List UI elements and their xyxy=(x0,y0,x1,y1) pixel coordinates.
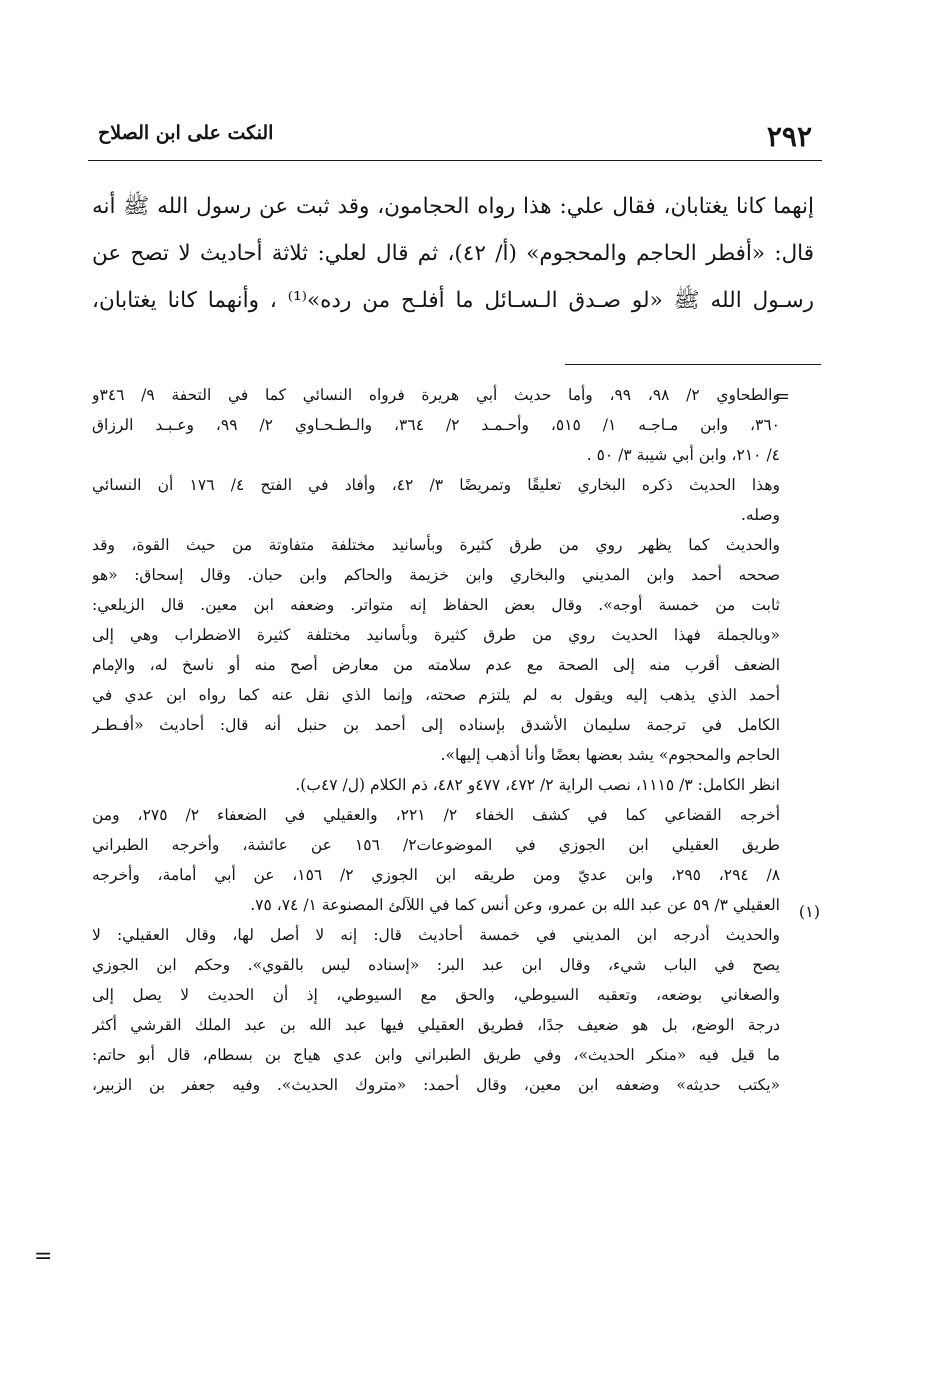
footnote-separator xyxy=(565,364,821,365)
footnote-continues-mark: = xyxy=(34,1244,53,1269)
footnote-number: (١) xyxy=(798,902,820,921)
footnote-line: العقيلي ٣/ ٥٩ عن عبد الله بن عمرو، وعن أنس كما في اللآلئ المصنوعة ١/ ٧٤، ٧٥. xyxy=(250,896,780,914)
footnote-line: والحديث كما يظهر روي من طرق كثيرة وبأسانيد مختلفة متفاوتة من حيث القوة، وقد xyxy=(92,536,780,554)
footnote-line: ما قيل فيه «منكر الحديث»، وفي طريق الطبراني وابن عدي هياج بن بسطام، قال أبو حاتم: xyxy=(92,1046,780,1064)
footnote-line: أحمد الذي يذهب إليه ويقول به لم يلتزم صحته، وإنما الذي نقل عنه كما رواه ابن عدي في xyxy=(92,686,780,704)
footnote-line: والصغاني بوضعه، وتعقبه السيوطي، والحق مع السيوطي، إذ أن الحديث لا يصل إلى xyxy=(92,986,780,1004)
main-text-line: قال: «أفطر الحاجم والمحجوم» (أ/ ٤٢)، ثم قال لعلي: ثلاثة أحاديث لا تصح عن xyxy=(92,241,815,266)
footnote-line: الضعف أقرب منه إلى الصحة مع عدم سلامته من معارض أصح منه أو ناسخ له، والإمام xyxy=(92,656,780,674)
footnote-line: أخرجه القضاعي كما في كشف الخفاء ٢/ ٢٢١، والعقيلي في الضعفاء ٢/ ٢٧٥، ومن xyxy=(92,806,780,824)
footnote-line: الحاجم والمحجوم» يشد بعضها بعضًا وأنا أذهب إليها». xyxy=(440,746,780,764)
footnote-line: «وبالجملة فهذا الحديث روي من طرق كثيرة وبأسانيد مختلفة كثيرة الاضطراب وهي إلى xyxy=(92,626,780,644)
footnotes xyxy=(92,380,780,1100)
footnote-line: الكامل في ترجمة سليمان الأشدق بإسناده إلى أحمد بن حنبل أنه قال: أحاديث «أفـطـر xyxy=(92,716,780,734)
footnote-line: والحديث أدرجه ابن المديني في خمسة أحاديث قال: إنه لا أصل لها، وقال العقيلي: لا xyxy=(92,926,780,944)
main-text xyxy=(92,183,814,324)
footnote-line: انظر الكامل: ٣/ ١١١٥، نصب الراية ٢/ ٤٧٢، ٤٧٧و ٤٨٢، ذم الكلام (ل/ ٤٧ب). xyxy=(295,776,780,794)
footnote-line: ٤/ ٢١٠، وابن أبي شيبة ٣/ ٥٠ . xyxy=(586,446,780,464)
book-title: النكت على ابن الصلاح xyxy=(98,122,274,144)
footnote-line: وهذا الحديث ذكره البخاري تعليقًا وتمريضًا ٣/ ٤٢، وأفاد في الفتح ٤/ ١٧٦ أن النسائي xyxy=(92,476,780,494)
main-text-line: رسـول الله ﷺ «لو صـدق الـسـائل ما أفلـح من رده»⁽¹⁾ ، وأنهما كانا يغتابان، xyxy=(92,288,815,313)
page-number: ٢٩٢ xyxy=(766,120,812,153)
footnote-line: يصح في الباب شيء، وقال ابن عبد البر: «إسناده ليس بالقوي». وحكم ابن الجوزي xyxy=(92,956,780,974)
footnote-line: طريق العقيلي ابن الجوزي في الموضوعات٢/ ١٥٦ عن عائشة، وأخرجه الطبراني xyxy=(92,836,780,854)
footnote-line: ٣٦٠، وابن مـاجـه ١/ ٥١٥، وأحـمـد ٢/ ٣٦٤، والـطـحـاوي ٢/ ٩٩، وعـبـد الرزاق xyxy=(92,416,780,434)
footnote-line: وصله. xyxy=(740,506,780,524)
main-text-line: إنهما كانا يغتابان، فقال علي: هذا رواه الحجامون، وقد ثبت عن رسول الله ﷺ أنه xyxy=(92,194,814,219)
footnote-line: صححه أحمد وابن المديني والبخاري وابن خزيمة والحاكم وابن حبان. وقال إسحاق: «هو xyxy=(92,566,780,584)
footnote-line: ٨/ ٢٩٤، ٢٩٥، وابن عديّ ومن طريقه ابن الجوزي ٢/ ١٥٦، عن أبي أمامة، وأخرجه xyxy=(92,866,780,884)
header-rule xyxy=(88,160,822,161)
running-head xyxy=(88,118,820,158)
footnote-line: درجة الوضع، بل هو ضعيف جدًا، فطريق العقيلي فيها عبد الله بن عبد الملك القرشي أكثر xyxy=(92,1016,780,1034)
footnote-line: «يكتب حديثه» وضعفه ابن معين، وقال أحمد: «متروك الحديث». وفيه جعفر بن الزبير، xyxy=(92,1076,780,1094)
footnote-line: ثابت من خمسة أوجه». وقال بعض الحفاظ إنه متواتر. وضعفه ابن معين. قال الزيلعي: xyxy=(92,596,780,614)
footnote-continuation-mark: = xyxy=(774,386,790,407)
footnote-line: والطحاوي ٢/ ٩٨، ٩٩، وأما حديث أبي هريرة فرواه النسائي كما في التحفة ٩/ ٣٤٦و xyxy=(92,386,780,404)
